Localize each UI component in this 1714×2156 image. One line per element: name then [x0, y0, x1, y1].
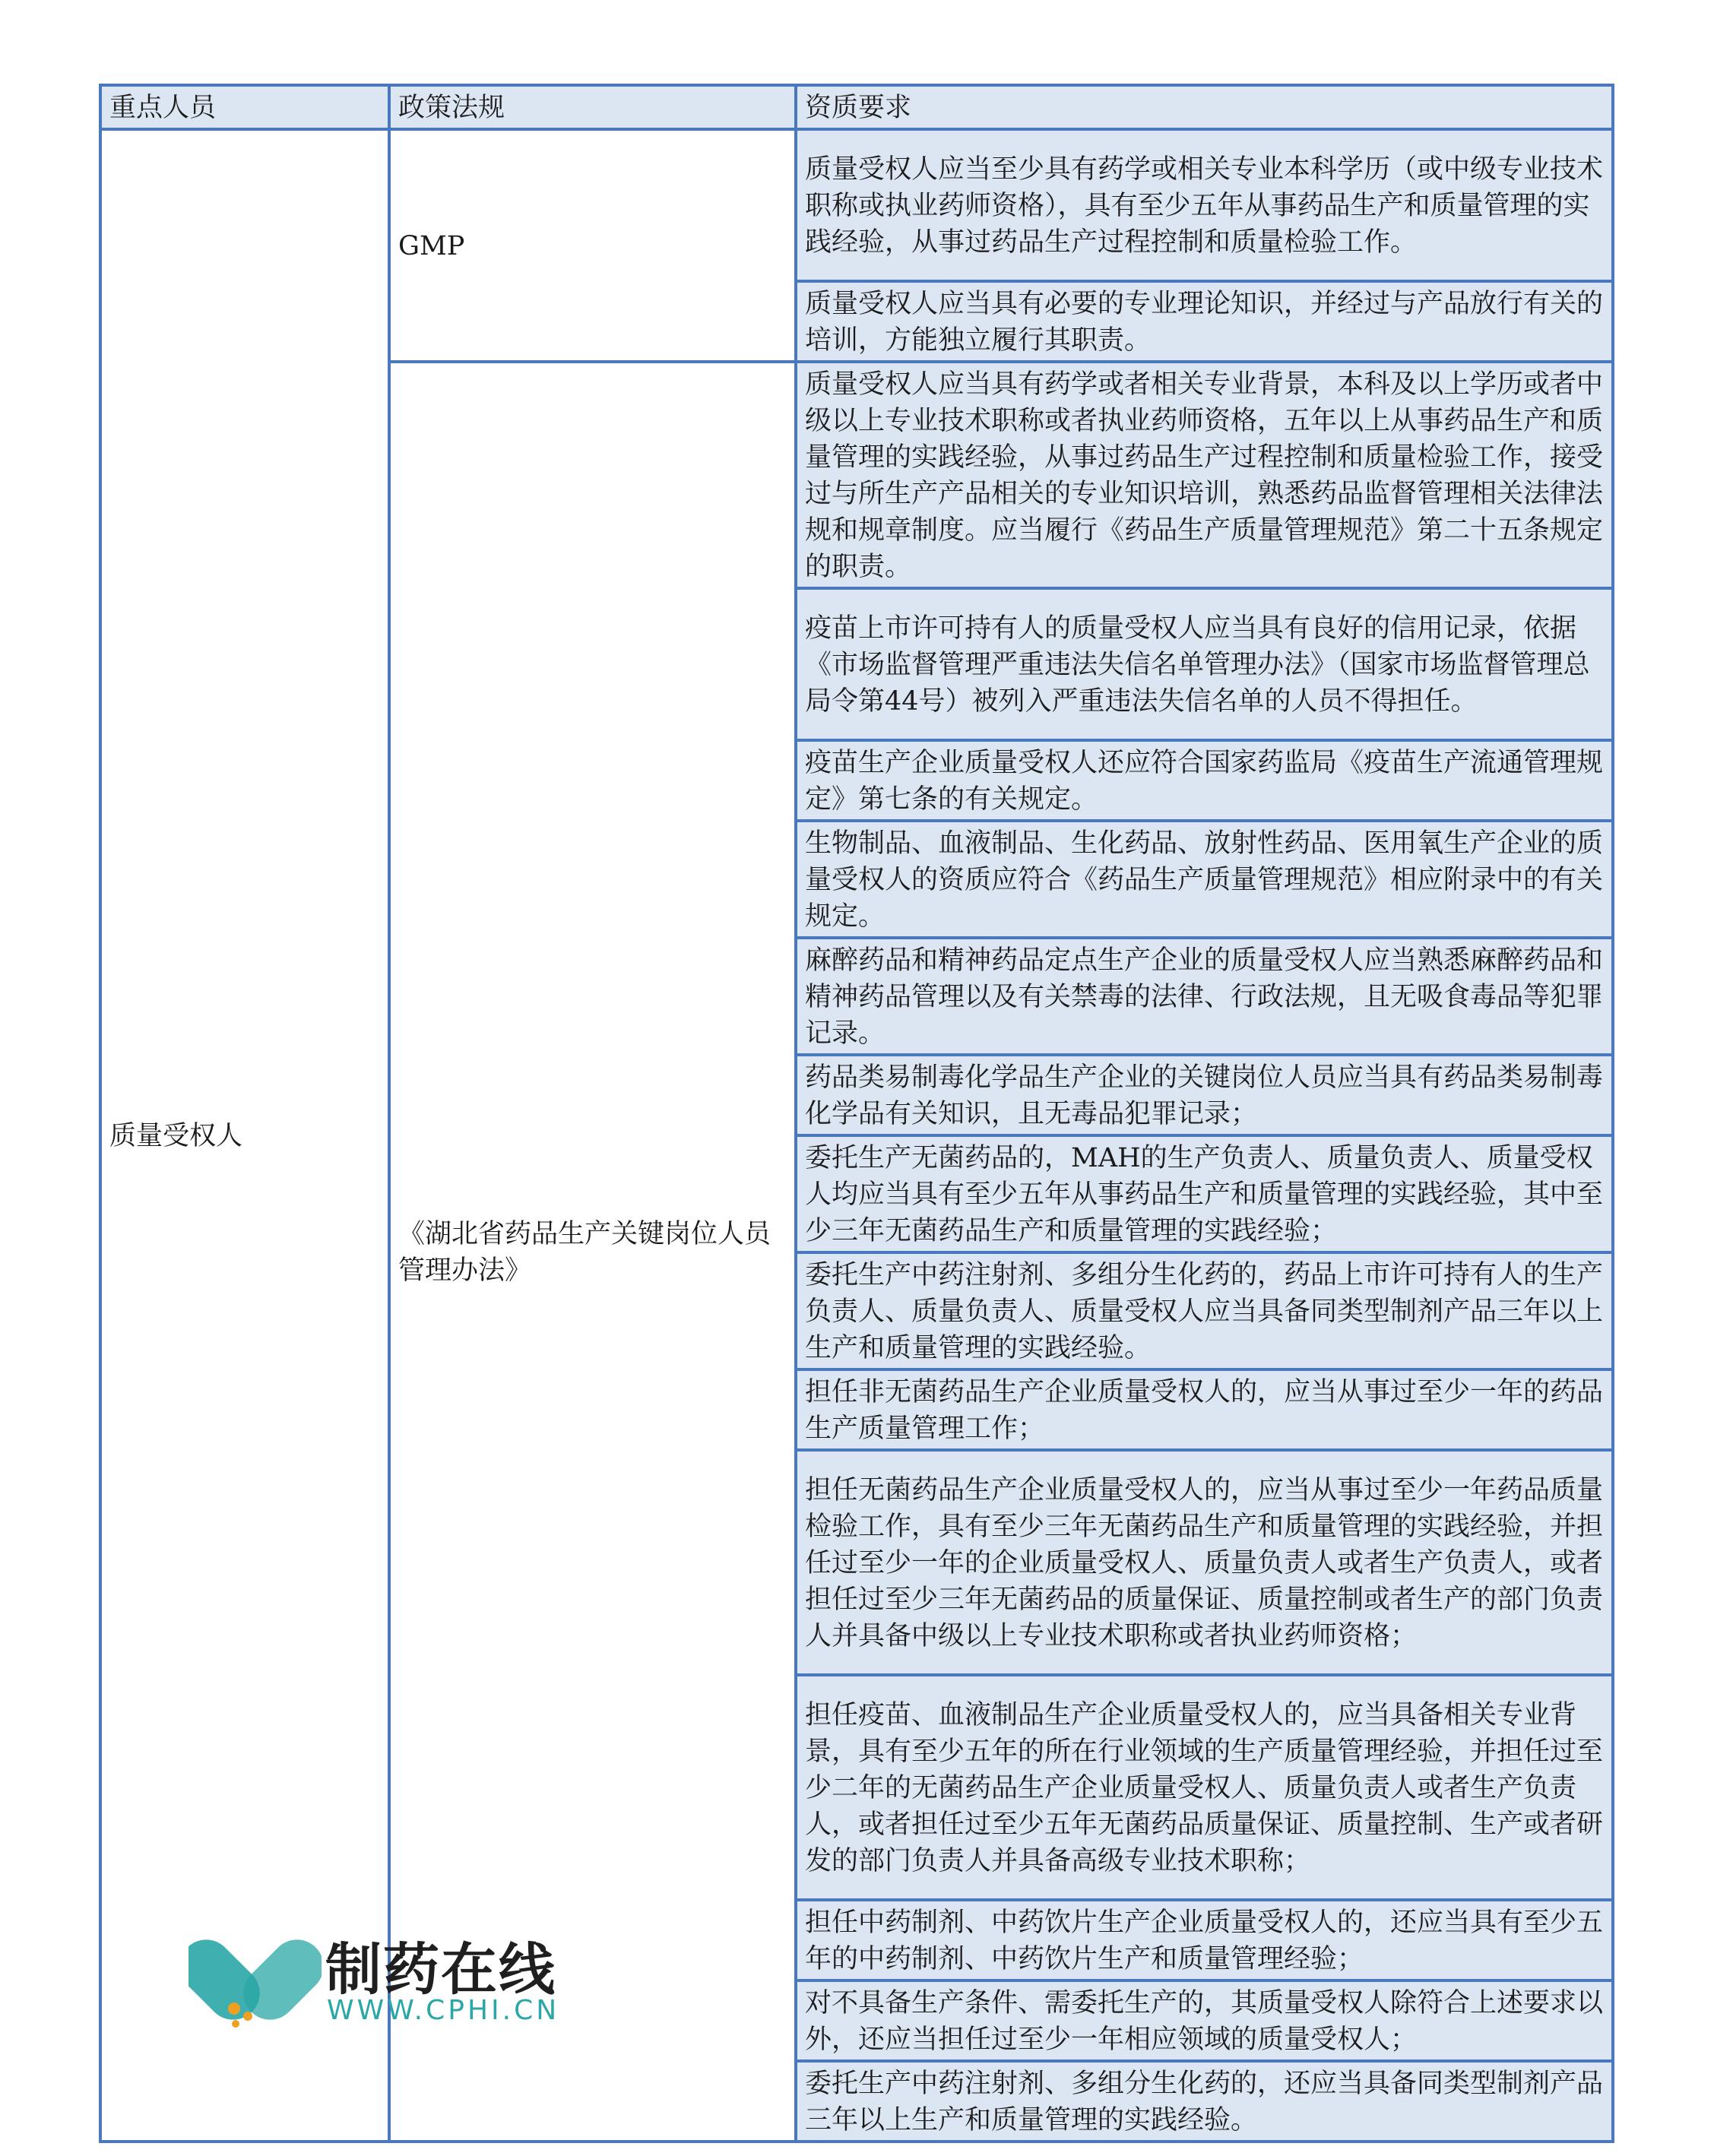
requirement-cell: 疫苗上市许可持有人的质量受权人应当具有良好的信用记录，依据《市场监督管理严重违法失信名单管理办法》（国家市场监督管理总局令第44号）被列入严重违法失信名单的人员不得担任。: [796, 588, 1613, 740]
policy-cell-hubei: 《湖北省药品生产关键岗位人员管理办法》: [389, 362, 796, 2142]
header-cell-role: 重点人员: [100, 85, 389, 129]
requirement-cell: 担任无菌药品生产企业质量受权人的，应当从事过至少一年药品质量检验工作，具有至少三年无菌药品生产和质量管理的实践经验，并担任过至少一年的企业质量受权人、质量负责人或者生产负责人，或者担任过至少三年无菌药品的质量保证、质量控制或者生产的部门负责人并具备中级以上专业技术职称或者执业药师资格；: [796, 1450, 1613, 1675]
requirement-cell: 质量受权人应当具有必要的专业理论知识，并经过与产品放行有关的培训，方能独立履行其职责。: [796, 281, 1613, 362]
table-row: [100, 129, 1613, 281]
requirement-cell: 质量受权人应当具有药学或者相关专业背景，本科及以上学历或者中级以上专业技术职称或者执业药师资格，五年以上从事药品生产和质量管理的实践经验，从事过药品生产过程控制和质量检验工作，接受过与所生产产品相关的专业知识培训，熟悉药品监督管理相关法律法规和规章制度。应当履行《药品生产质量管理规范》第二十五条规定的职责。: [796, 362, 1613, 588]
requirement-cell: 委托生产中药注射剂、多组分生化药的，药品上市许可持有人的生产负责人、质量负责人、质量受权人应当具备同类型制剂产品三年以上生产和质量管理的实践经验。: [796, 1252, 1613, 1369]
requirement-cell: 麻醉药品和精神药品定点生产企业的质量受权人应当熟悉麻醉药品和精神药品管理以及有关禁毒的法律、行政法规，且无吸食毒品等犯罪记录。: [796, 938, 1613, 1055]
qualification-table: [99, 84, 1614, 2143]
requirement-cell: 质量受权人应当至少具有药学或相关专业本科学历（或中级专业技术职称或执业药师资格），具有至少五年从事药品生产和质量管理的实践经验，从事过药品生产过程控制和质量检验工作。: [796, 129, 1613, 281]
requirement-cell: 疫苗生产企业质量受权人还应符合国家药监局《疫苗生产流通管理规定》第七条的有关规定。: [796, 740, 1613, 821]
cphi-watermark-logo: [189, 1919, 599, 2033]
header-cell-requirement: 资质要求: [796, 85, 1613, 129]
policy-cell-gmp: GMP: [389, 129, 796, 362]
requirement-cell: 生物制品、血液制品、生化药品、放射性药品、医用氧生产企业的质量受权人的资质应符合《药品生产质量管理规范》相应附录中的有关规定。: [796, 821, 1613, 938]
requirement-cell: 担任中药制剂、中药饮片生产企业质量受权人的，还应当具有至少五年的中药制剂、中药饮片生产和质量管理经验；: [796, 1900, 1613, 1980]
capsule-logo-icon: [189, 1919, 322, 2033]
logo-url-text: WWW.CPHI.CN: [327, 1995, 560, 2026]
requirement-cell: 担任疫苗、血液制品生产企业质量受权人的，应当具备相关专业背景，具有至少五年的所在行业领域的生产质量管理经验，并担任过至少二年的无菌药品生产企业质量受权人、质量负责人或者生产负责人，或者担任过至少五年无菌药品质量保证、质量控制、生产或者研发的部门负责人并具备高级专业技术职称；: [796, 1675, 1613, 1900]
table-header-row: [100, 85, 1613, 129]
requirement-cell: 委托生产中药注射剂、多组分生化药的，还应当具备同类型制剂产品三年以上生产和质量管理的实践经验。: [796, 2061, 1613, 2142]
header-cell-policy: 政策法规: [389, 85, 796, 129]
requirement-cell: 对不具备生产条件、需委托生产的，其质量受权人除符合上述要求以外，还应当担任过至少一年相应领域的质量受权人；: [796, 1980, 1613, 2061]
requirement-cell: 担任非无菌药品生产企业质量受权人的，应当从事过至少一年的药品生产质量管理工作；: [796, 1369, 1613, 1450]
requirement-cell: 药品类易制毒化学品生产企业的关键岗位人员应当具有药品类易制毒化学品有关知识，且无毒品犯罪记录；: [796, 1055, 1613, 1135]
logo-brand-text: 制药在线: [325, 1937, 556, 2002]
requirement-cell: 委托生产无菌药品的，MAH的生产负责人、质量负责人、质量受权人均应当具有至少五年从事药品生产和质量管理的实践经验，其中至少三年无菌药品生产和质量管理的实践经验；: [796, 1135, 1613, 1252]
role-cell: 质量受权人: [100, 129, 389, 2142]
